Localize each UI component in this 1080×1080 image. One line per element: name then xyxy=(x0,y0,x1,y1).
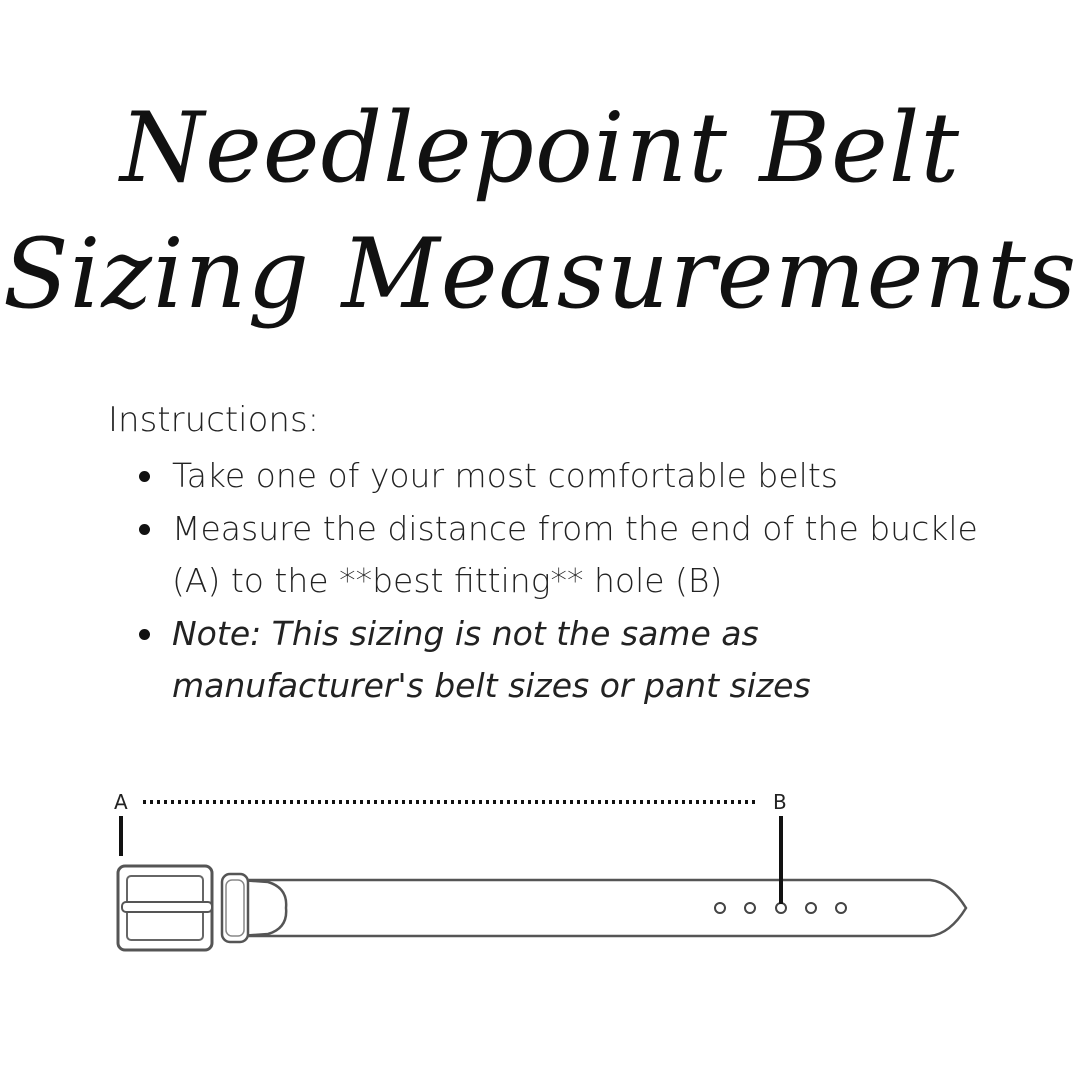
belt-illustration xyxy=(0,780,1080,980)
instruction-item-3: Note: This sizing is not the same as manufacturer's belt sizes or pant sizes xyxy=(172,608,992,713)
instructions-list xyxy=(172,450,992,713)
belt-hole-1 xyxy=(715,903,725,913)
title-line-2: Sizing Measurements xyxy=(2,218,1078,330)
title-line-1: Needlepoint Belt xyxy=(119,92,961,204)
instruction-item-1: Take one of your most comfortable belts xyxy=(172,450,992,503)
belt-hole-3 xyxy=(776,903,786,913)
belt-hole-2 xyxy=(745,903,755,913)
instruction-item-2: Measure the distance from the end of the buckle (A) to the **best fitting** hole (B) xyxy=(172,503,992,608)
instructions-heading: Instructions: xyxy=(108,400,320,440)
belt-hole-4 xyxy=(806,903,816,913)
label-a: A xyxy=(114,790,128,814)
belt-strap xyxy=(250,880,966,936)
buckle-prong xyxy=(122,902,212,912)
belt-diagram xyxy=(0,780,1080,980)
label-b: B xyxy=(773,790,787,814)
belt-hole-5 xyxy=(836,903,846,913)
